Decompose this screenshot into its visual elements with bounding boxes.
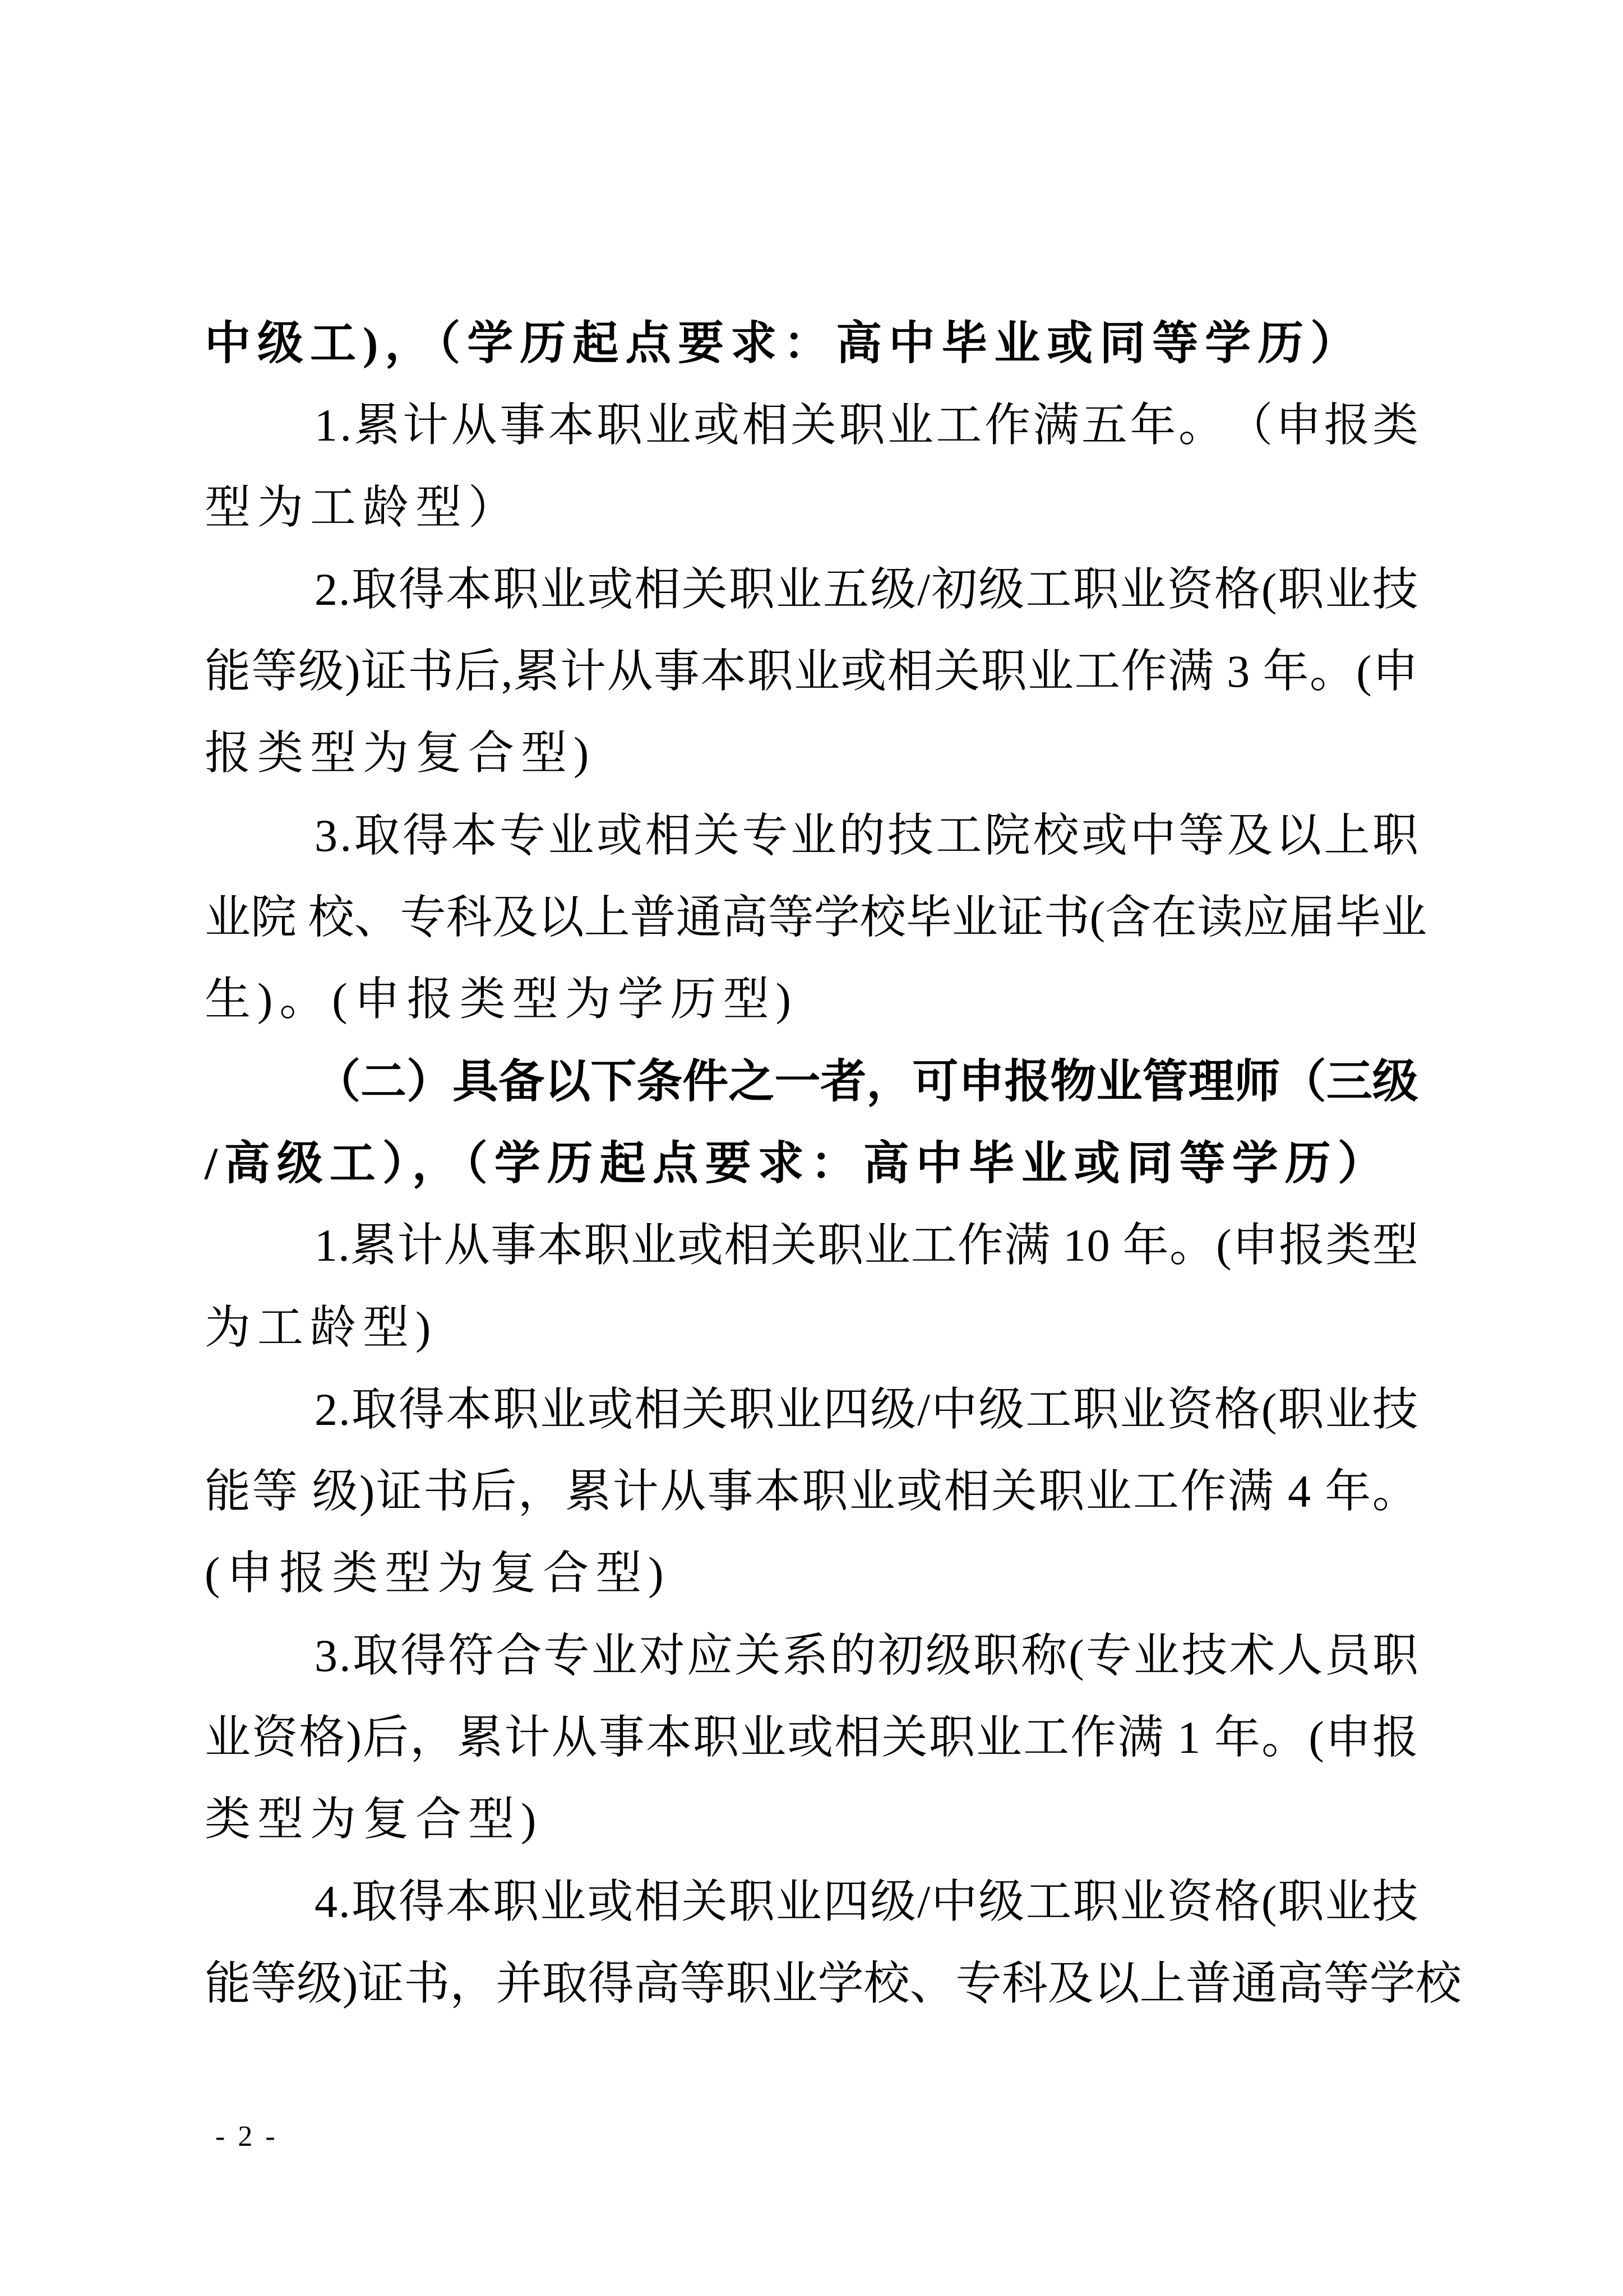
text-line: 型为工龄型） [205, 482, 521, 533]
text-line: 1 . 累 计 从 事 本 职 业 或 相 关 职 业 工 作 满 五 年 。 （ 申 报 类 [315, 400, 1418, 451]
text-line: 类型为复合型) [205, 1794, 543, 1845]
text-line: 3 . 取 得 符 合 专 业 对 应 关 系 的 初 级 职 称 ( 专 业 技 术 人 员 职 [315, 1630, 1418, 1681]
text-line: (申报类型为复合型) [205, 1548, 671, 1599]
text-line: 3 . 取 得 本 专 业 或 相 关 专 业 的 技 工 院 校 或 中 等 及 以 上 职 [315, 809, 1418, 861]
text-line: 能 等 级 ) 证 书 后 , 累 计 从 事 本 职 业 或 相 关 职 业 工 作 满 3 年 。 ( 申 [205, 646, 1418, 697]
text-line: 生)。(申报类型为学历型) [205, 974, 798, 1025]
text-line: /高级工），（学历起点要求：高中毕业或同等学历） [205, 1137, 1390, 1189]
text-line: 中级工)，（学历起点要求：高中毕业或同等学历） [205, 318, 1363, 369]
text-line: 4 . 取 得 本 职 业 或 相 关 职 业 四 级 / 中 级 工 职 业 资 格 ( 职 业 技 [315, 1876, 1418, 1927]
text-line: 能 等 级 ) 证 书 后 ， 累 计 从 事 本 职 业 或 相 关 职 业 工 作 满 4 年 。 [205, 1466, 1418, 1517]
text-line: 2 . 取 得 本 职 业 或 相 关 职 业 五 级 / 初 级 工 职 业 资 格 ( 职 业 技 [315, 563, 1418, 615]
text-line: 业 院 校 、 专 科 及 以 上 普 通 高 等 学 校 毕 业 证 书 ( 含 在 读 应 届 毕 业 [205, 892, 1427, 943]
text-line: 为工龄型) [205, 1302, 438, 1353]
text-line: 1 . 累 计 从 事 本 职 业 或 相 关 职 业 工 作 满 1 0 年 。 ( 申 报 类 型 [315, 1220, 1418, 1271]
text-line: 能 等 级 ) 证 书 ， 并 取 得 高 等 职 业 学 校 、 专 科 及 以 上 普 通 高 等 学 校 [205, 1957, 1462, 2009]
text-line: 业 资 格 ) 后 ， 累 计 从 事 本 职 业 或 相 关 职 业 工 作 满 1 年 。 ( 申 报 [205, 1712, 1418, 1763]
text-line: 报类型为复合型) [205, 728, 596, 779]
page-number: - 2 - [215, 2121, 278, 2152]
text-line: （ 二 ） 具 备 以 下 条 件 之 一 者 ， 可 申 报 物 业 管 理 师 （ 三 级 [315, 1056, 1418, 1107]
text-line: 2 . 取 得 本 职 业 或 相 关 职 业 四 级 / 中 级 工 职 业 资 格 ( 职 业 技 [315, 1383, 1418, 1435]
document-body [205, 303, 1462, 2025]
